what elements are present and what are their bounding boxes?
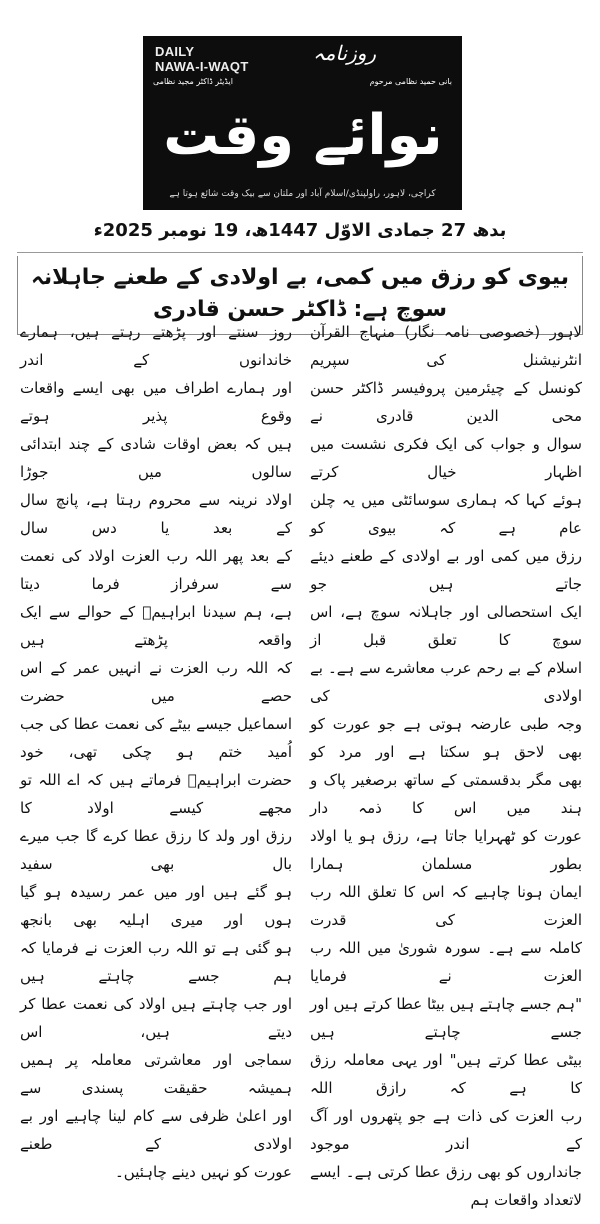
article-line: رزق اور ولد کا رزق عطا کرے گا جب میرے بال بھی سفید	[20, 827, 292, 873]
founder-label: بانی حمید نظامی مرحوم	[369, 77, 452, 86]
article-line: اور ہمارے اطراف میں بھی ایسے واقعات وقوع پذیر ہوتے	[20, 379, 292, 425]
article-line: سماجی اور معاشرتی معاملہ پر ہمیں ہمیشہ حقیقت پسندی سے	[20, 1051, 292, 1097]
article-column-right	[310, 318, 582, 1214]
article-line: روز سنتے اور پڑھتے رہتے ہیں، ہمارے خاندانوں کے اندر	[20, 323, 292, 369]
article-line: بھی مگر بدقسمتی کے ساتھ برصغیر پاک و ہند میں اس کا ذمہ دار	[310, 771, 582, 817]
headline: بیوی کو رزق میں کمی، بے اولادی کے طعنے جاہلانہ سوچ ہے: ڈاکٹر حسن قادری	[30, 265, 570, 322]
article-column-left	[20, 318, 292, 1186]
editor-label: ایڈیٹر ڈاکٹر مجید نظامی	[153, 77, 233, 86]
ruznama-label: روزنامہ	[313, 41, 377, 65]
article-line: لاہور (خصوصی نامہ نگار) منہاج القرآن انٹرنیشنل کی سپریم	[310, 323, 582, 369]
date-line: بدھ 27 جمادی الاوّل 1447ھ، 19 نومبر 2025ء	[93, 220, 507, 241]
article-line: عورت کو نہیں دینے چاہئیں۔	[115, 1163, 292, 1181]
article-line: اسلام کے بے رحم عرب معاشرے سے ہے۔ بے اولادی کی	[310, 659, 582, 705]
publication-cities: کراچی، لاہور، راولپنڈی/اسلام آباد اور ملتان سے بیک وقت شائع ہوتا ہے	[169, 189, 436, 199]
article-line: بیٹی عطا کرتے ہیں" اور یہی معاملہ رزق کا ہے کہ رازق اللہ	[310, 1051, 582, 1097]
article-line: ہو گئے ہیں اور میں عمر رسیدہ ہو گیا ہوں اور میری اہلیہ بھی بانجھ	[20, 883, 292, 929]
article-line: رب العزت کی ذات ہے جو پتھروں اور آگ کے اندر موجود	[310, 1107, 582, 1153]
article-line: اسماعیل جیسے بیٹے کی نعمت عطا کی جب اُمید ختم ہو چکی تھی، خود	[20, 715, 292, 761]
article-line: اولاد نرینہ سے محروم رہتا ہے، پانچ سال کے بعد یا دس سال	[20, 491, 292, 537]
newspaper-masthead	[143, 36, 462, 210]
divider	[17, 252, 583, 253]
article-line: ایمان ہونا چاہیے کہ اس کا تعلق اللہ رب العزت کی قدرت	[310, 883, 582, 929]
article-line: کہ اللہ رب العزت نے انہیں عمر کے اس حصے میں حضرت	[20, 659, 292, 705]
article-line: اور جب چاہتے ہیں اولاد کی نعمت عطا کر دیتے ہیں، اس	[20, 995, 292, 1041]
english-masthead-name	[155, 44, 249, 74]
article-line: وجہ طبی عارضہ ہوتی ہے جو عورت کو بھی لاحق ہو سکتا ہے اور مرد کو	[310, 715, 582, 761]
urdu-newspaper-title: نوائے وقت	[163, 103, 443, 168]
article-line: رزق میں کمی اور بے اولادی کے طعنے دیئے جاتے ہیں جو	[310, 547, 582, 593]
article-line: ہیں کہ بعض اوقات شادی کے چند ابتدائی سالوں میں جوڑا	[20, 435, 292, 481]
article-line: سوال و جواب کی ایک فکری نشست میں اظہار خیال کرتے	[310, 435, 582, 481]
article-line: کونسل کے چیئرمین پروفیسر ڈاکٹر حسن محی الدین قادری نے	[310, 379, 582, 425]
article-line: ایک استحصالی اور جاہلانہ سوچ ہے، اس سوچ کا تعلق قبل از	[310, 603, 582, 649]
masthead-credits	[153, 76, 452, 90]
article-line: "ہم جسے چاہتے ہیں بیٹا عطا کرتے ہیں اور جسے چاہتے ہیں	[310, 995, 582, 1041]
article-line: عورت کو ٹھہرایا جاتا ہے، رزق ہو یا اولاد بطور مسلمان ہمارا	[310, 827, 582, 873]
article-line: حضرت ابراہیمؑ فرماتے ہیں کہ اے اللہ تو مجھے کیسے اولاد کا	[20, 771, 292, 817]
english-title: NAWA-I-WAQT	[155, 59, 249, 74]
article-line: ہو گئی ہے تو اللہ رب العزت نے فرمایا کہ ہم جسے چاہتے ہیں	[20, 939, 292, 985]
article-line: ہوئے کہا کہ ہماری سوسائٹی میں یہ چلن عام ہے کہ بیوی کو	[310, 491, 582, 537]
article-line: اور اعلیٰ ظرفی سے کام لینا چاہیے اور بے اولادی کے طعنے	[20, 1107, 292, 1153]
article-line: ہے، ہم سیدنا ابراہیمؑ کے حوالے سے ایک واقعہ پڑھتے ہیں	[20, 603, 292, 649]
article-line: جانداروں کو بھی رزق عطا کرتی ہے۔ ایسے لاتعداد واقعات ہم	[310, 1163, 582, 1209]
article-line: کے بعد پھر اللہ رب العزت اولاد کی نعمت سے سرفراز فرما دیتا	[20, 547, 292, 593]
article-line: کاملہ سے ہے۔ سورہ شوریٰ میں اللہ رب العزت نے فرمایا	[310, 939, 582, 985]
daily-label: DAILY	[155, 44, 195, 59]
